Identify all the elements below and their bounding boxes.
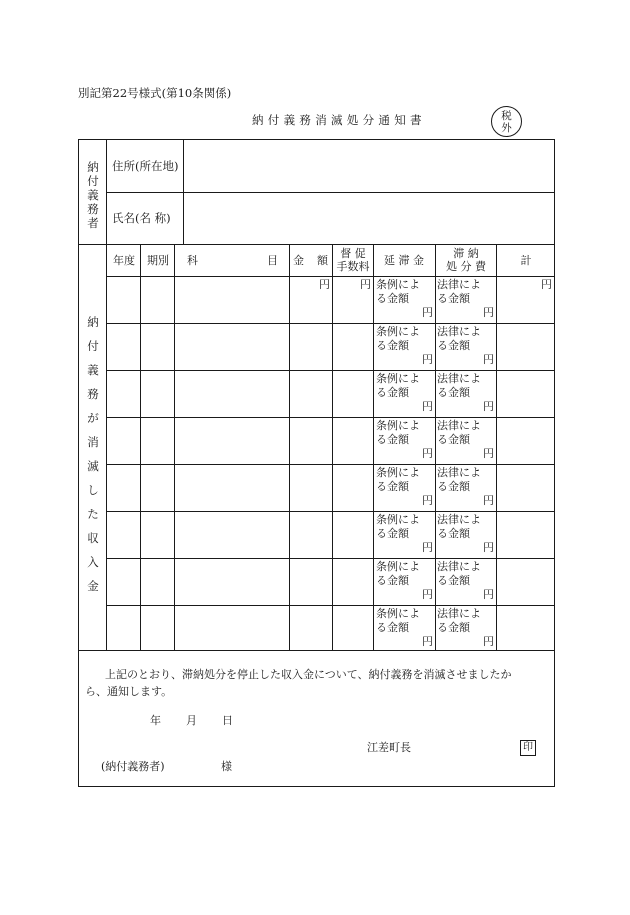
column-divider [106,244,107,650]
amount-yen: 円 [319,278,330,291]
date-year: 年 [150,714,161,727]
disposition-yen: 円 [483,588,494,601]
disposition-yen: 円 [483,447,494,460]
income-label-char: 入 [87,555,99,569]
document-title: 納付義務消滅処分通知書 [252,113,426,127]
law-amount-label: 法律によ [437,372,481,385]
late-fee-yen: 円 [422,353,433,366]
row-divider [106,417,555,418]
ordinance-amount-label: る金額 [376,386,409,399]
form-table [78,139,555,787]
total-yen: 円 [541,278,552,291]
disposition-yen: 円 [483,306,494,319]
header-item-b: 目 [267,254,278,267]
header-year: 年度 [113,254,135,267]
column-divider [373,244,374,650]
column-divider [496,244,497,650]
law-amount-label: る金額 [437,339,470,352]
law-amount-label: 法律によ [437,466,481,479]
ordinance-amount-label: る金額 [376,480,409,493]
row-divider [106,370,555,371]
ordinance-amount-label: る金額 [376,527,409,540]
header-divider [106,276,555,277]
late-fee-yen: 円 [422,306,433,319]
taxpayer-label-char: 義 [87,188,99,202]
notice-text-line1: 上記のとおり、滞納処分を停止した収入金について、納付義務を消滅させましたか [105,668,512,681]
tax-mark-bottom: 外 [501,121,512,134]
law-amount-label: る金額 [437,527,470,540]
header-disposition-2: 処 分 費 [446,260,486,273]
row-divider [106,323,555,324]
ordinance-amount-label: る金額 [376,433,409,446]
tax-exempt-stamp [491,106,522,137]
header-total: 計 [520,254,532,267]
ordinance-amount-label: 条例によ [376,372,420,385]
income-label-char: 金 [87,579,99,593]
header-amount-a: 金 [293,254,304,267]
law-amount-label: る金額 [437,433,470,446]
ordinance-amount-label: 条例によ [376,513,420,526]
law-amount-label: 法律によ [437,419,481,432]
law-amount-label: る金額 [437,292,470,305]
late-fee-yen: 円 [422,635,433,648]
ordinance-amount-label: 条例によ [376,278,420,291]
row-divider [106,558,555,559]
recipient-label: (納付義務者) [101,760,165,773]
address-label: 住所(所在地) [112,159,179,173]
income-label-char: し [87,483,99,497]
law-amount-label: 法律によ [437,278,481,291]
law-amount-label: る金額 [437,574,470,587]
header-item-a: 科 [187,254,198,267]
column-divider [140,244,141,650]
income-label-char: 務 [87,387,99,401]
income-label-char: た [87,507,99,521]
taxpayer-label-char: 納 [87,160,99,174]
date-day: 日 [222,714,233,727]
ordinance-amount-label: 条例によ [376,419,420,432]
income-label-char: が [87,411,99,425]
ordinance-amount-label: る金額 [376,292,409,305]
taxpayer-label-char: 務 [87,202,99,216]
taxpayer-label-char: 付 [87,174,99,188]
late-fee-yen: 円 [422,541,433,554]
disposition-yen: 円 [483,400,494,413]
header-amount-b: 額 [317,254,328,267]
disposition-yen: 円 [483,494,494,507]
form-reference: 別記第22号様式(第10条関係) [78,86,232,100]
ordinance-amount-label: 条例によ [376,325,420,338]
date-month: 月 [186,714,197,727]
recipient-honorific: 様 [221,760,232,773]
late-fee-yen: 円 [422,494,433,507]
seal-mark: 印 [520,740,536,756]
column-divider [332,244,333,650]
taxpayer-label-char: 者 [87,216,99,230]
table-bottom-rule [79,650,555,651]
header-disposition-1: 滞 納 [453,247,479,260]
late-fee-yen: 円 [422,400,433,413]
row-divider [106,511,555,512]
law-amount-label: 法律によ [437,325,481,338]
name-label: 氏名(名 称) [112,211,171,225]
income-label-char: 消 [87,435,99,449]
tax-mark-top: 税 [501,109,512,122]
row-divider [106,464,555,465]
ordinance-amount-label: 条例によ [376,466,420,479]
disposition-yen: 円 [483,541,494,554]
law-amount-label: 法律によ [437,513,481,526]
ordinance-amount-label: 条例によ [376,560,420,573]
header-dun-fee-2: 手数料 [336,260,370,273]
ordinance-amount-label: る金額 [376,621,409,634]
dun-fee-yen: 円 [360,278,371,291]
law-amount-label: る金額 [437,480,470,493]
notice-text-line2: ら、通知します。 [85,685,173,698]
income-label-char: 義 [87,363,99,377]
ordinance-amount-label: 条例によ [376,607,420,620]
header-period: 期別 [147,254,169,267]
column-divider [289,244,290,650]
income-label-char: 納 [87,315,99,329]
issuer-mayor: 江差町長 [367,741,411,754]
late-fee-yen: 円 [422,447,433,460]
ordinance-amount-label: る金額 [376,339,409,352]
income-label-char: 付 [87,339,99,353]
column-divider [174,244,175,650]
income-section-label [86,310,100,598]
disposition-yen: 円 [483,353,494,366]
law-amount-label: る金額 [437,386,470,399]
law-amount-label: る金額 [437,621,470,634]
header-dun-fee-1: 督 促 [340,247,366,260]
disposition-yen: 円 [483,635,494,648]
ordinance-amount-label: る金額 [376,574,409,587]
header-late-fee: 延 滞 金 [384,254,424,267]
income-label-char: 収 [87,531,99,545]
taxpayer-section-label [86,160,100,230]
row-divider [106,605,555,606]
law-amount-label: 法律によ [437,607,481,620]
late-fee-yen: 円 [422,588,433,601]
law-amount-label: 法律によ [437,560,481,573]
column-divider [435,244,436,650]
income-label-char: 滅 [87,459,99,473]
